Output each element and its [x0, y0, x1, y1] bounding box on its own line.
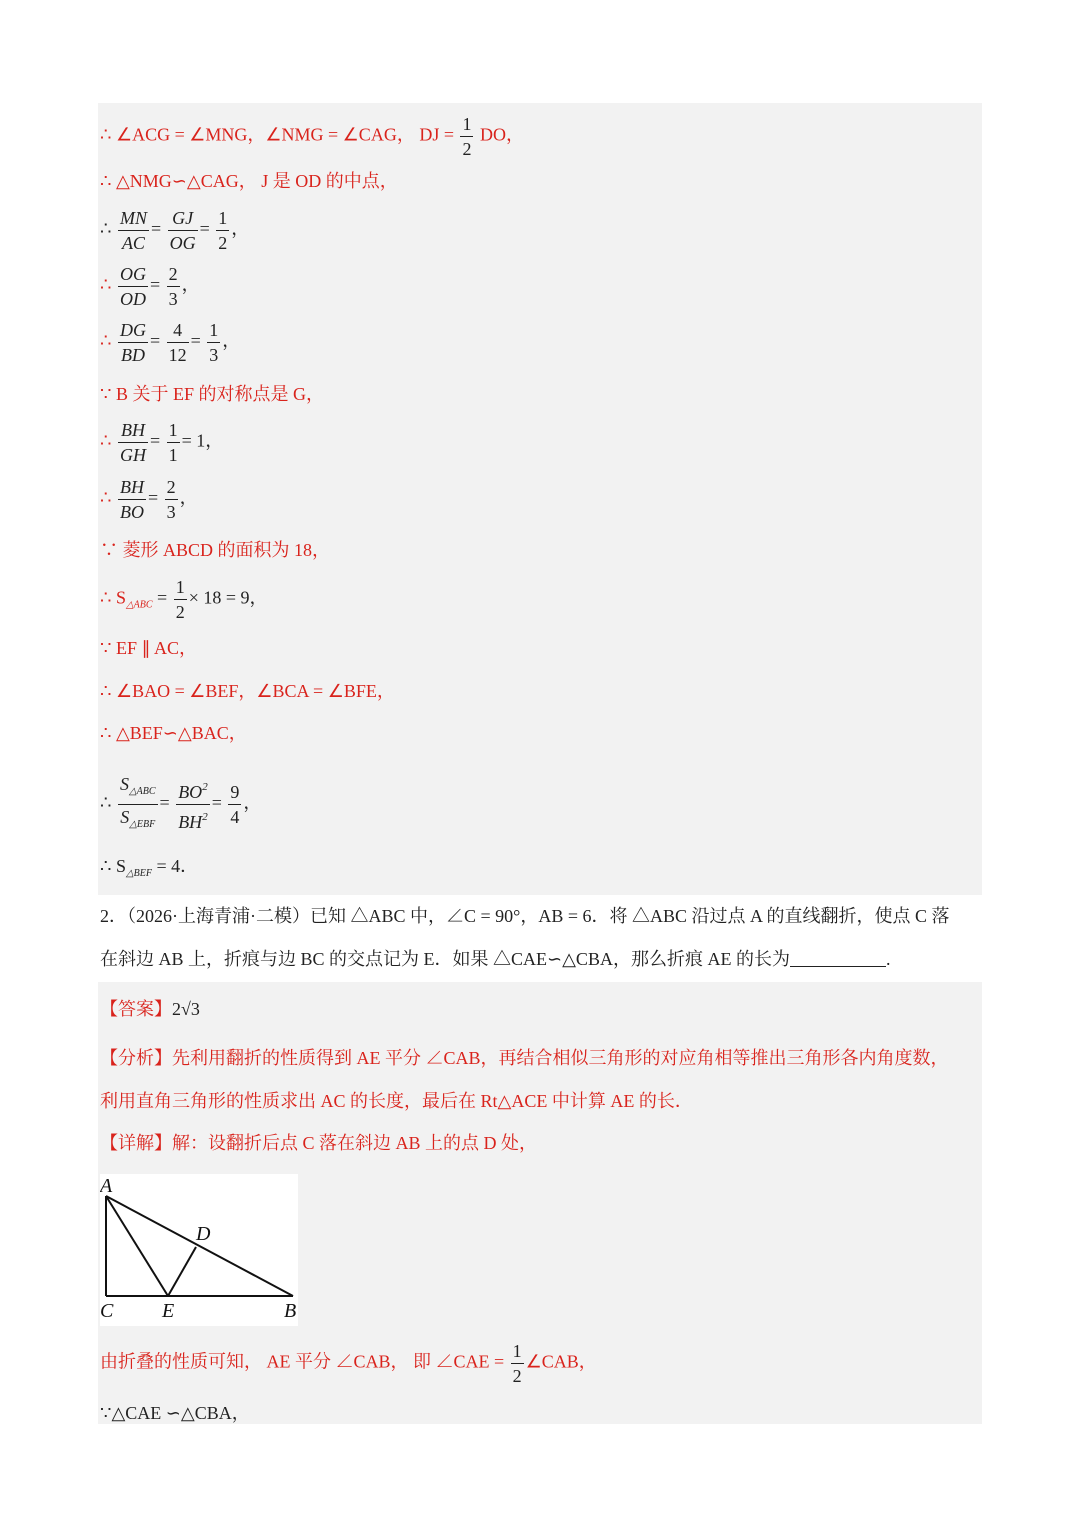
line-tail: DO，	[479, 124, 524, 145]
frac-den: 3	[166, 502, 176, 522]
solution-line-5: ∴ $\frac{DG}{BD}$ = $\frac{4}{12}$ = $\frac{1}{3}$ ，	[100, 320, 241, 365]
frac-den: 2	[512, 1366, 522, 1386]
detail-line	[100, 1132, 537, 1154]
fraction	[167, 262, 180, 311]
detail-text: 解：设翻折后点 C 落在斜边 AB 上的点 D 处，	[172, 1133, 538, 1153]
fraction	[165, 475, 178, 524]
frac-den: BH	[178, 812, 203, 832]
frac-num: GJ	[168, 206, 198, 231]
fraction	[174, 575, 187, 624]
step-text: 由折叠的性质可知， AE 平分 ∠CAB， 即 ∠CAE =	[100, 1351, 505, 1372]
answer-value: 2√3	[172, 999, 200, 1019]
frac-num-sub: △ABC	[128, 786, 156, 797]
question-line-1: 2．（2026·上海青浦·二模）已知 △ABC 中，∠C = 90°，AB = 6．将 △ABC 沿过点 A 的直线翻折，使点 C 落	[100, 906, 950, 926]
solution-line-7: ∴ $\frac{BH}{GH}$ = $\frac{1}{1}$ = 1，	[100, 420, 224, 465]
fraction	[167, 418, 180, 467]
frac-den-sub: △EBF	[129, 819, 156, 830]
frac-num: 1	[216, 206, 229, 231]
question-end: .	[885, 949, 891, 969]
equals: =	[152, 587, 168, 608]
frac-num: 1	[174, 575, 187, 600]
triangle-diagram	[100, 1174, 298, 1326]
punct: ，	[181, 274, 200, 295]
punct: ，	[222, 330, 241, 351]
analysis-line-1	[100, 1047, 949, 1069]
solution-line-15	[100, 855, 198, 885]
fraction	[118, 262, 148, 311]
analysis-text: 先利用翻折的性质得到 AE 平分 ∠CAB，再结合相似三角形的对应角相等推出三角形各内角度数，	[172, 1048, 949, 1068]
frac-num: 1	[207, 318, 220, 343]
line-tail: × 18 = 9，	[188, 587, 268, 608]
answer-blank	[790, 948, 886, 967]
area-symbol: ∴ S	[100, 587, 126, 608]
frac-num: MN	[118, 206, 149, 231]
fraction	[216, 206, 229, 255]
square: 2	[202, 811, 208, 823]
area-subscript: △BEF	[125, 868, 152, 879]
frac-den: BD	[120, 345, 145, 365]
frac-num: DG	[118, 318, 148, 343]
answer-tag: 【答案】	[100, 999, 172, 1019]
label-C: C	[100, 1300, 114, 1322]
frac-num: 9	[228, 780, 241, 805]
frac-num: 2	[167, 262, 180, 287]
frac-den: 2	[462, 139, 472, 159]
frac-num: 4	[167, 318, 189, 343]
frac-num: BO	[178, 782, 203, 802]
label-E: E	[162, 1300, 175, 1322]
therefore-symbol: ∴	[100, 487, 112, 508]
fraction	[168, 206, 198, 255]
triangle-figure	[100, 1174, 298, 1326]
solution-line-12: ∴ ∠BAO = ∠BEF，∠BCA = ∠BFE，	[100, 681, 395, 701]
frac-den: 12	[168, 345, 187, 365]
frac-num: 1	[511, 1339, 524, 1364]
frac-num: S	[119, 774, 129, 794]
frac-num: 1	[167, 418, 180, 443]
frac-den: S	[120, 807, 130, 827]
square: 2	[202, 781, 208, 793]
analysis-tag: 【分析】	[100, 1048, 172, 1068]
frac-num: BH	[118, 418, 148, 443]
fraction	[228, 780, 241, 829]
fraction	[167, 318, 189, 367]
question-2	[100, 895, 980, 981]
punct: = 1，	[181, 430, 224, 451]
solution-line-6: ∵ B 关于 EF 的对称点是 G，	[100, 384, 324, 404]
area-symbol: ∴ S	[100, 856, 126, 876]
step-tail: ∠CAB，	[525, 1351, 597, 1372]
frac-den: 1	[168, 445, 178, 465]
label-B: B	[284, 1300, 297, 1322]
solution-line-10	[100, 575, 268, 624]
frac-num: OG	[118, 262, 148, 287]
analysis-line-2: 利用直角三角形的性质求出 AC 的长度，最后在 Rt△ACE 中计算 AE 的长．	[100, 1091, 693, 1111]
fraction	[118, 772, 158, 837]
frac-den: BO	[119, 502, 144, 522]
therefore-symbol: ∴	[100, 430, 112, 451]
frac-den: 3	[168, 289, 178, 309]
frac-den: OD	[119, 289, 146, 309]
question-line-2	[100, 938, 980, 981]
frac-den: OG	[169, 233, 196, 253]
solution-line-8: ∴ $\frac{BH}{BO}$ = $\frac{2}{3}$ ，	[100, 477, 198, 522]
fraction	[176, 775, 210, 834]
fraction	[460, 112, 473, 161]
solution-line-3: ∴ $\frac{MN}{AC}$ = $\frac{GJ}{OG}$ = $\frac{1}{2}$ ，	[100, 208, 250, 253]
frac-den: GH	[119, 445, 146, 465]
frac-num: 1	[460, 112, 473, 137]
solution-line-4: ∴ $\frac{OG}{OD}$ = $\frac{2}{3}$ ，	[100, 264, 200, 309]
fraction	[118, 318, 148, 367]
frac-num: 2	[165, 475, 178, 500]
frac-den: 3	[209, 345, 219, 365]
therefore-symbol: ∴	[100, 330, 112, 351]
step-line-1	[100, 1339, 597, 1388]
punct: ，	[231, 218, 250, 239]
line-tail: = 4．	[151, 856, 199, 876]
answer-line	[100, 998, 200, 1020]
question-text: 在斜边 AB 上，折痕与边 BC 的交点记为 E．如果 △CAE∽△CBA，那么折痕 AE 的长为	[100, 949, 790, 969]
fraction	[118, 206, 149, 255]
punct: ，	[179, 487, 198, 508]
fraction	[207, 318, 220, 367]
step-line-2: ∵△CAE ∽△CBA，	[100, 1403, 250, 1423]
solution-line-2: ∴ △NMG∽△CAG， J 是 OD 的中点，	[100, 171, 398, 191]
punct: ，	[243, 792, 262, 813]
area-subscript: △ABC	[125, 599, 153, 611]
frac-den: 4	[230, 807, 240, 827]
therefore-symbol: ∴	[100, 792, 112, 813]
line-text: ∴ ∠ACG = ∠MNG，∠NMG = ∠CAG， DJ =	[100, 124, 454, 145]
frac-num: BH	[118, 475, 146, 500]
therefore-symbol: ∴	[100, 274, 112, 295]
label-D: D	[196, 1223, 211, 1245]
therefore-symbol: ∴	[100, 218, 112, 239]
fraction	[118, 418, 148, 467]
detail-tag: 【详解】	[100, 1133, 172, 1153]
solution-line-13: ∴ △BEF∽△BAC，	[100, 723, 247, 743]
frac-den: 2	[218, 233, 228, 253]
solution-line-11: ∵ EF ∥ AC，	[100, 638, 197, 658]
solution-line-1	[100, 112, 524, 161]
label-A: A	[100, 1175, 113, 1197]
frac-den: AC	[121, 233, 145, 253]
frac-den: 2	[175, 602, 185, 622]
solution-line-14: ∴ $\frac{S_{\triangle ABC}}{S_{\triangle EBF}}$ = $\frac{BO^2}{BH^2}$ = $\frac{9}{4}$ ，	[100, 772, 261, 837]
fraction	[511, 1339, 524, 1388]
solution-line-9: ∵ 菱形 ABCD 的面积为 18，	[100, 540, 331, 560]
fraction	[118, 475, 146, 524]
